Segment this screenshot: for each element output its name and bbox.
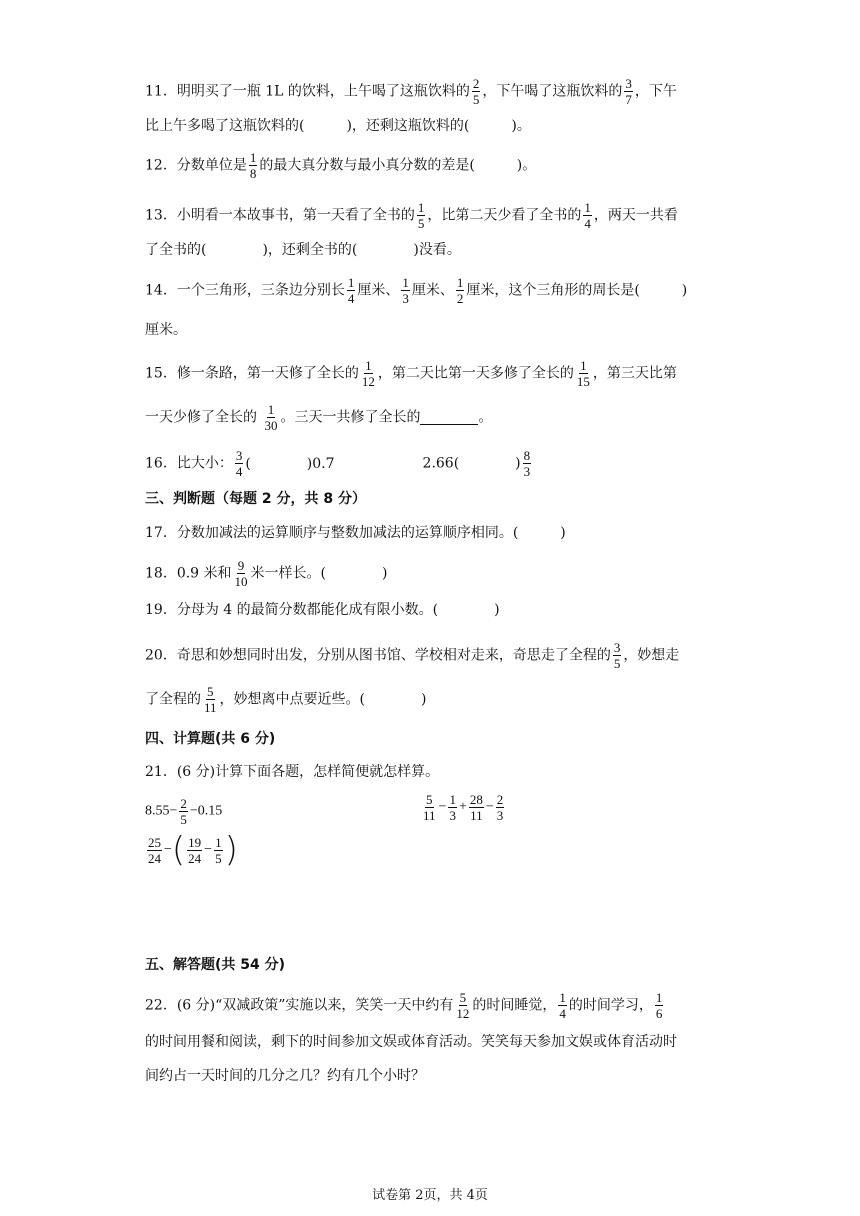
fraction: $\frac{1}{4}$: [559, 990, 566, 1021]
fraction: $\frac{1}{30}$: [264, 402, 278, 433]
fraction: $\frac{1}{12}$: [361, 358, 375, 389]
fraction: $\frac{19}{24}$: [188, 834, 202, 866]
expression-1: 8.55− $\frac{2}{5}$ −0.15: [145, 796, 223, 827]
fraction: $\frac{5}{12}$: [456, 990, 470, 1021]
fraction: $\frac{9}{10}$: [234, 558, 248, 589]
question-14-line-1: 14．一个三角形，三条边分别长 $\frac{1}{4}$ 厘米、 $\frac{1}{3}$ 厘米、 $\frac{1}{2}$ 厘米，这个三角形的周长是( ): [145, 275, 688, 306]
question-17: 17．分数加减法的运算顺序与整数加减法的运算顺序相同。( ): [145, 525, 566, 541]
question-13-line-1: 13．小明看一本故事书，第一天看了全书的 $\frac{1}{5}$ ，比第二天少看了全书的 $\frac{1}{4}$ ，两天一共看: [145, 200, 678, 231]
question-12: 12．分数单位是 $\frac{1}{8}$ 的最大真分数与最小真分数的差是( )。: [145, 150, 537, 181]
fraction: $\frac{2}{5}$: [472, 76, 480, 107]
fraction: $\frac{1}{15}$: [576, 358, 590, 389]
question-18: 18．0.9 米和 $\frac{9}{10}$ 米一样长。( ): [145, 558, 388, 589]
section-3-heading: 三、判断题（每题 2 分，共 8 分）: [145, 491, 366, 507]
question-21: 21．(6 分)计算下面各题，怎样简便就怎样算。: [145, 764, 440, 780]
fraction: $\frac{1}{4}$: [584, 200, 591, 231]
fraction: $\frac{1}{3}$: [449, 792, 456, 823]
fraction: $\frac{1}{5}$: [417, 200, 425, 231]
right-paren: ): [224, 830, 238, 870]
fraction: $\frac{8}{3}$: [523, 448, 531, 479]
question-14-line-2: 厘米。: [145, 322, 187, 338]
expression-3: $\frac{25}{24}$ −( $\frac{19}{24}$ − $\frac{1}{5}$ ): [148, 830, 238, 870]
fraction: $\frac{25}{24}$: [148, 834, 161, 866]
question-19: 19．分母为 4 的最简分数都能化成有限小数。( ): [145, 602, 500, 618]
fraction: $\frac{2}{5}$: [180, 796, 187, 827]
fraction: $\frac{28}{11}$: [469, 792, 483, 823]
question-15-line-2: 一天少修了全长的 $\frac{1}{30}$ 。三天一共修了全长的 。: [145, 402, 493, 433]
question-15-line-1: 15．修一条路，第一天修了全长的 $\frac{1}{12}$ ，第二天比第一天多修了全长的 $\frac{1}{15}$ ，第三天比第: [145, 358, 677, 389]
fraction: $\frac{1}{5}$: [215, 834, 222, 866]
question-22-line-1: 22．(6 分)“双减政策”实施以来，笑笑一天中约有 $\frac{5}{12}$ 的时间睡觉， $\frac{1}{4}$ 的时间学习， $\frac{1}{6}$: [145, 990, 663, 1021]
question-13-line-2: 了全书的( )，还剩全书的( )没看。: [145, 242, 461, 258]
question-16: 16．比大小： $\frac{3}{4}$ ( )0.7 2.66( ) $\frac{8}{3}$: [145, 448, 531, 479]
fraction: $\frac{2}{3}$: [496, 792, 504, 823]
fraction: $\frac{5}{11}$: [204, 684, 217, 715]
fraction: $\frac{1}{6}$: [655, 990, 663, 1021]
expression-2: $\frac{5}{11}$ − $\frac{1}{3}$ + $\frac{28}{11}$ − $\frac{2}{3}$: [423, 792, 504, 823]
left-paren: (: [171, 830, 186, 870]
fraction: $\frac{3}{5}$: [613, 640, 621, 671]
fraction: $\frac{5}{11}$: [423, 792, 436, 823]
question-22-line-3: 间约占一天时间的几分之几？约有几个小时？: [145, 1068, 425, 1084]
question-20-line-1: 20．奇思和妙想同时出发，分别从图书馆、学校相对走来，奇思走了全程的 $\frac{3}{5}$ ，妙想走: [145, 640, 680, 671]
question-11-line-2: 比上午多喝了这瓶饮料的( )，还剩这瓶饮料的( )。: [145, 118, 531, 134]
answer-blank[interactable]: [420, 410, 478, 425]
section-4-heading: 四、计算题(共 6 分): [145, 731, 276, 747]
fraction: $\frac{1}{4}$: [347, 275, 355, 306]
question-22-line-2: 的时间用餐和阅读，剩下的时间参加文娱或体育活动。笑笑每天参加文娱或体育活动时: [145, 1034, 677, 1050]
question-20-line-2: 了全程的 $\frac{5}{11}$ ，妙想离中点要近些。( ): [145, 684, 427, 715]
fraction: $\frac{1}{3}$: [402, 275, 409, 306]
fraction: $\frac{3}{7}$: [625, 76, 632, 107]
page-footer: 试卷第 2页，共 4页: [372, 1188, 488, 1203]
fraction: $\frac{3}{4}$: [235, 448, 243, 479]
fraction: $\frac{1}{2}$: [456, 275, 464, 306]
question-11-line-1: 11．明明买了一瓶 1L 的饮料，上午喝了这瓶饮料的 $\frac{2}{5}$ ，下午喝了这瓶饮料的 $\frac{3}{7}$ ，下午: [145, 76, 677, 107]
section-5-heading: 五、解答题(共 54 分): [145, 957, 286, 973]
fraction: $\frac{1}{8}$: [249, 150, 257, 181]
